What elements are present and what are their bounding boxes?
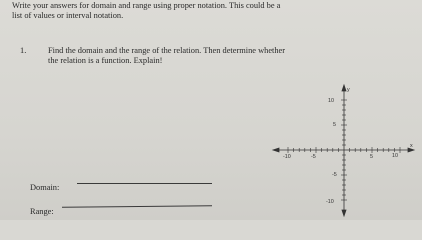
x-tick-label-10: 10 [392,153,398,159]
y-tick-label-10: 10 [328,98,334,104]
x-tick-label-neg5: -5 [311,154,316,160]
axes [273,85,414,216]
x-tick-label-5: 5 [370,154,373,160]
y-axis-label: y [347,87,350,93]
y-tick-label-neg5: -5 [332,172,337,178]
x-tick-label-neg10: -10 [283,154,291,160]
question-line-2: the relation is a function. Explain! [48,56,163,65]
y-tick-label-5: 5 [333,122,336,128]
y-tick-label-neg10: -10 [326,199,334,205]
x-axis-label: x [410,143,413,149]
question-number: 1. [20,46,27,55]
instructions-line-1: Write your answers for domain and range using proper notation. This could be a [12,1,281,10]
range-label: Range: [30,207,54,216]
domain-label: Domain: [30,183,60,192]
instructions-line-2: list of values or interval notation. [12,11,124,20]
question-line-1: Find the domain and the range of the relation. Then determine whether [48,46,286,55]
